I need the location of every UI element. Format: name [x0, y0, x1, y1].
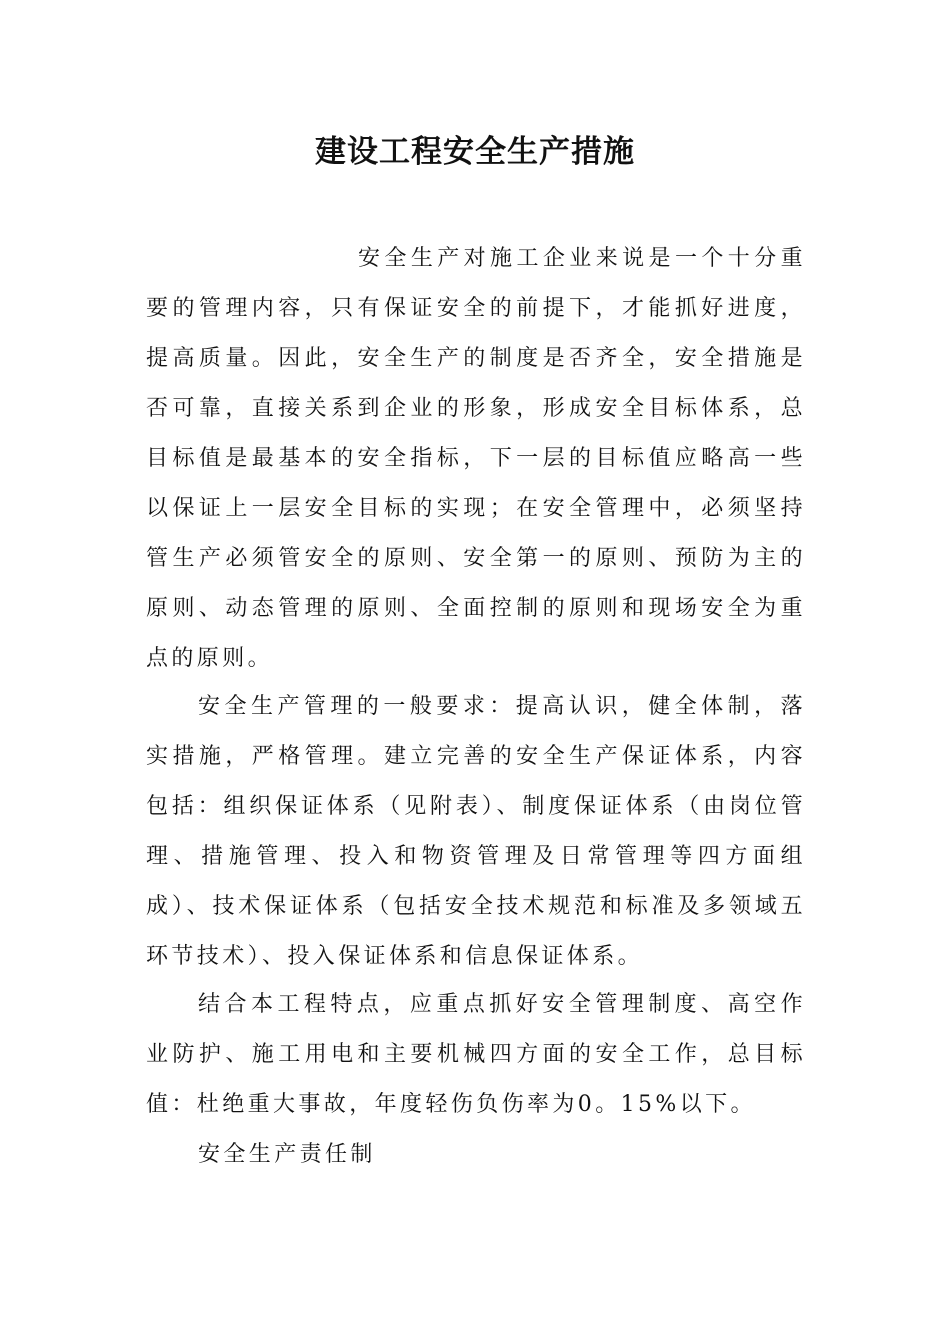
section-heading-responsibility: 安全生产责任制	[198, 1142, 376, 1167]
paragraph-project-targets: 结合本工程特点，应重点抓好安全管理制度、高空作业防护、施工用电和主要机械四方面的安全工作，总目标值：杜绝重大事故，年度轻伤负伤率为0。15%以下。	[146, 992, 806, 1117]
paragraph-intro: 安全生产对施工企业来说是一个十分重要的管理内容，只有保证安全的前提下，才能抓好进度，提高质量。因此，安全生产的制度是否齐全，安全措施是否可靠，直接关系到企业的形象，形成安全目标体系，总目标值是最基本的安全指标，下一层的目标值应略高一些以保证上一层安全目标的实现；在安全管理中，必须坚持管生产必须管安全的原则、安全第一的原则、预防为主的原则、动态管理的原则、全面控制的原则和现场安全为重点的原则。	[146, 246, 806, 671]
document-title: 建设工程安全生产措施	[315, 134, 635, 170]
paragraph-general-requirements: 安全生产管理的一般要求：提高认识，健全体制，落实措施，严格管理。建立完善的安全生产保证体系，内容包括：组织保证体系（见附表）、制度保证体系（由岗位管理、措施管理、投入和物资管理及日常管理等四方面组成）、技术保证体系（包括安全技术规范和标准及多领域五环节技术）、投入保证体系和信息保证体系。	[146, 694, 806, 969]
